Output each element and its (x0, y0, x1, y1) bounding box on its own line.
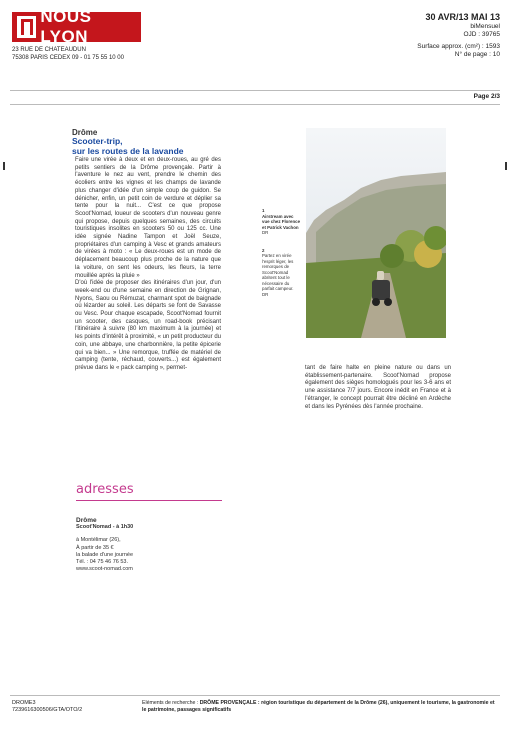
divider (10, 90, 500, 91)
page-number: N° de page : 10 (454, 51, 500, 58)
caption-credit: DR (262, 230, 269, 235)
footer-search-terms (142, 700, 497, 713)
scooter-landscape-image (306, 128, 446, 338)
issue-date: 30 AVR/13 MAI 13 (425, 12, 500, 22)
article-body (75, 157, 221, 373)
address-block (76, 517, 216, 573)
address-name: Scoot'Nomad - à 1h30 (76, 524, 134, 531)
footer-code: 7239616300506/GTA/OTO/2 (12, 706, 83, 713)
footer-label: Eléments de recherche : (142, 700, 199, 706)
ojd: OJD : 39765 (463, 31, 500, 38)
divider (10, 104, 500, 105)
address-line: À partir de 35 € (76, 544, 114, 551)
caption-text: Partez en virée l'esprit léger, les remorques de Scoot'Nomad abritent tout le nécessaire du parfait campeur. (262, 253, 294, 291)
footer-text: DRÔME PROVENÇALE : région touristique du département de la Drôme (26), uniquement le tourisme, la gastronomie et le patrimoine, passages significatifs (142, 700, 495, 713)
address-line: la balade d'une journée (76, 551, 134, 558)
article-photo (306, 128, 446, 338)
headline-line: sur les routes de la lavande (72, 145, 184, 156)
body-paragraph: D'où l'idée de proposer des itinéraires d'un jour, d'un week-end ou d'une semaine en direction de Grignan, Nyons, Saou ou Rémuzat, charmant spot de baignade où lézarder au soleil. Les départs se font de Savasse ou Vesc. Pour chaque escapade, Scoot'Nomad fournit un scooter, des casques, un road-book précisant l'itinéraire à suivre (80 km maximum à la journée) et les points d'intérêt à proximité, « un petit producteur du coin, une abbaye, une charbonnière, la petite épicerie qui va bien... » Une remorque, truffée de matériel de camping (tente, réchaud, couverts...) est également prévue dans le « pack camping », permet- (75, 280, 221, 371)
divider (76, 500, 222, 501)
publication-meta (417, 12, 500, 59)
body-paragraph: Faire une virée à deux et en deux-roues, au gré des petits sentiers de la Drôme provençale. Partir à l'aventure le nez au vent, prendre le chemin des écoliers entre les vignes et les champs de lavande plus changer d'idée d'un simple coup de guidon. Se dénicher, enfin, un petit coin de verdure et déplier sa tente pour la nuit... C'est ce que propose Scoot'Nomad, loueur de scooters d'un nouveau genre qui propose, depuis quelques semaines, des circuits touristiques insolites en scooters 50 ou 125 cc. Une idée signée Nadine Tampon et Joël Seuze, propriétaires d'un camping à Vesc et grands amateurs de virées à moto : « Le deux-roues est un mode de déplacement beaucoup plus proche de la nature que la voiture, on sent les odeurs, les fleurs, la terre mouillée après la pluie » (75, 157, 221, 279)
caption-number: 2 (262, 247, 265, 253)
publisher-address (12, 46, 124, 62)
caption-number: 1 (262, 208, 265, 213)
publication-logo (12, 7, 141, 46)
address-line: Tél. : 04 75 46 76 53. (76, 559, 128, 566)
caption-credit: DR (262, 291, 269, 297)
address-line: 23 RUE DE CHATEAUDUN (12, 47, 86, 53)
rubric: Drôme (72, 128, 98, 137)
address-region: Drôme (76, 517, 97, 524)
headline (72, 137, 212, 156)
adresses-title: adresses (76, 482, 134, 497)
caption-text: Airstream avec vue chez Florence et Patrick Vachon (262, 213, 301, 230)
headline-line: Scooter-trip, (72, 136, 123, 146)
frequency: biMensuel (470, 23, 500, 30)
crop-mark (505, 162, 507, 170)
address-line: 75308 PARIS CEDEX 09 - 01 75 55 10 00 (12, 55, 124, 61)
footer-codes (12, 700, 82, 713)
crop-mark (3, 162, 5, 170)
article-body-continued: tant de faire halte en pleine nature ou dans un établissement-partenaire. Scoot'Nomad propose également des sièges homologués pour les 3-6 ans et une assistance 7/7 jours. Encore inédit en France et à l'étranger, le concept pourrait être décliné en Ardèche et dans les Pyrénées dès l'année prochaine. (305, 365, 451, 410)
address-line: à Montélimar (26), (76, 537, 121, 544)
footer-code: DROME3 (12, 700, 36, 706)
surface: Surface approx. (cm²) : 1593 (417, 43, 500, 50)
page-indicator: Page 2/3 (473, 93, 500, 100)
divider (10, 695, 500, 696)
logo-text: NOUS LYON (40, 7, 92, 46)
address-link[interactable]: www.scoot-nomad.com (76, 566, 133, 573)
photo-captions (262, 208, 302, 297)
logo-mark-icon (17, 16, 36, 38)
